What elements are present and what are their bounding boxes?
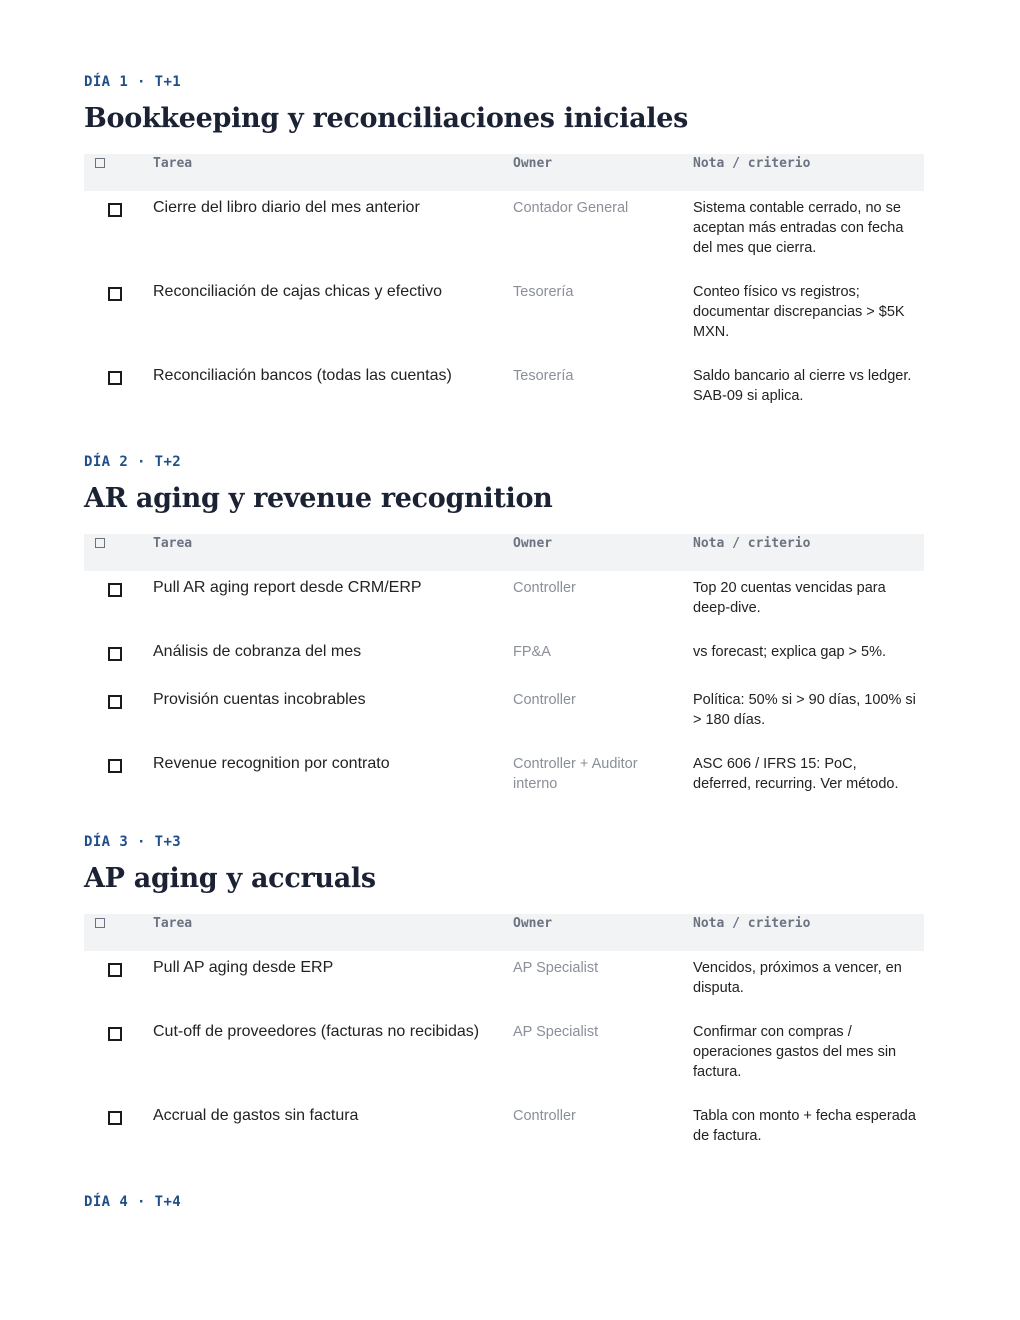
checklist-table <box>84 154 924 423</box>
section-title: AP aging y accruals <box>84 863 376 894</box>
note-text: Saldo bancario al cierre vs ledger. SAB-09 si aplica. <box>693 368 912 404</box>
table-row <box>84 191 924 275</box>
checkbox-header-icon <box>95 918 105 928</box>
section-title: Bookkeeping y reconciliaciones iniciales <box>84 103 689 134</box>
section-day-1 <box>84 72 924 404</box>
task-checkbox[interactable] <box>108 583 122 597</box>
header-owner: Owner <box>513 156 553 171</box>
header-task: Tarea <box>153 156 193 171</box>
task-checkbox[interactable] <box>108 963 122 977</box>
owner-text: AP Specialist <box>513 1024 599 1040</box>
checklist-table <box>84 534 924 811</box>
section-eyebrow: DÍA 2 · T+2 <box>84 454 182 470</box>
table-row <box>84 683 924 747</box>
owner-text: Contador General <box>513 200 629 216</box>
table-row <box>84 359 924 423</box>
table-header-row <box>84 154 924 191</box>
header-task: Tarea <box>153 916 193 931</box>
checklist-table <box>84 914 924 1163</box>
owner-text: Tesorería <box>513 284 574 300</box>
task-checkbox[interactable] <box>108 647 122 661</box>
checkbox-header-icon <box>95 158 105 168</box>
header-note: Nota / criterio <box>693 156 811 171</box>
task-checkbox[interactable] <box>108 695 122 709</box>
task-text: Revenue recognition por contrato <box>153 755 390 772</box>
owner-text: Tesorería <box>513 368 574 384</box>
task-text: Reconciliación bancos (todas las cuentas) <box>153 367 452 384</box>
owner-text: Controller <box>513 1108 576 1124</box>
header-note: Nota / criterio <box>693 536 811 551</box>
task-text: Cut-off de proveedores (facturas no recibidas) <box>153 1023 480 1040</box>
task-text: Análisis de cobranza del mes <box>153 643 362 660</box>
note-text: Vencidos, próximos a vencer, en disputa. <box>693 960 902 996</box>
table-row <box>84 747 924 811</box>
header-check <box>84 914 153 951</box>
task-checkbox[interactable] <box>108 1111 122 1125</box>
owner-text: Controller <box>513 580 576 596</box>
header-note: Nota / criterio <box>693 916 811 931</box>
owner-text: Controller + Auditor interno <box>513 756 638 792</box>
owner-text: Controller <box>513 692 576 708</box>
note-text: ASC 606 / IFRS 15: PoC, deferred, recurring. Ver método. <box>693 756 899 792</box>
note-text: Política: 50% si > 90 días, 100% si > 180 días. <box>693 692 916 728</box>
note-text: Tabla con monto + fecha esperada de factura. <box>693 1108 916 1144</box>
header-owner: Owner <box>513 536 553 551</box>
table-row <box>84 635 924 683</box>
header-check <box>84 534 153 571</box>
section-day-4 <box>84 1192 924 1212</box>
header-check <box>84 154 153 191</box>
note-text: Sistema contable cerrado, no se aceptan más entradas con fecha del mes que cierra. <box>693 200 904 256</box>
header-owner: Owner <box>513 916 553 931</box>
note-text: Top 20 cuentas vencidas para deep-dive. <box>693 580 886 616</box>
section-title: AR aging y revenue recognition <box>84 483 553 514</box>
table-row <box>84 1099 924 1163</box>
owner-text: FP&A <box>513 644 551 660</box>
section-day-3 <box>84 832 924 1144</box>
table-row <box>84 1015 924 1099</box>
task-text: Provisión cuentas incobrables <box>153 691 366 708</box>
section-eyebrow: DÍA 3 · T+3 <box>84 834 182 850</box>
task-text: Reconciliación de cajas chicas y efectivo <box>153 283 443 300</box>
table-header-row <box>84 534 924 571</box>
owner-text: AP Specialist <box>513 960 599 976</box>
task-checkbox[interactable] <box>108 203 122 217</box>
task-checkbox[interactable] <box>108 287 122 301</box>
table-row <box>84 275 924 359</box>
task-text: Pull AP aging desde ERP <box>153 959 334 976</box>
header-task: Tarea <box>153 536 193 551</box>
task-checkbox[interactable] <box>108 1027 122 1041</box>
note-text: Confirmar con compras / operaciones gastos del mes sin factura. <box>693 1024 897 1080</box>
section-eyebrow: DÍA 1 · T+1 <box>84 74 182 90</box>
table-header-row <box>84 914 924 951</box>
section-eyebrow: DÍA 4 · T+4 <box>84 1194 182 1210</box>
note-text: vs forecast; explica gap > 5%. <box>693 644 887 660</box>
note-text: Conteo físico vs registros; documentar discrepancias > $5K MXN. <box>693 284 905 340</box>
task-text: Accrual de gastos sin factura <box>153 1107 359 1124</box>
task-checkbox[interactable] <box>108 371 122 385</box>
task-checkbox[interactable] <box>108 759 122 773</box>
table-row <box>84 951 924 1015</box>
checkbox-header-icon <box>95 538 105 548</box>
table-row <box>84 571 924 635</box>
task-text: Pull AR aging report desde CRM/ERP <box>153 579 422 596</box>
section-day-2 <box>84 452 924 792</box>
task-text: Cierre del libro diario del mes anterior <box>153 199 420 216</box>
